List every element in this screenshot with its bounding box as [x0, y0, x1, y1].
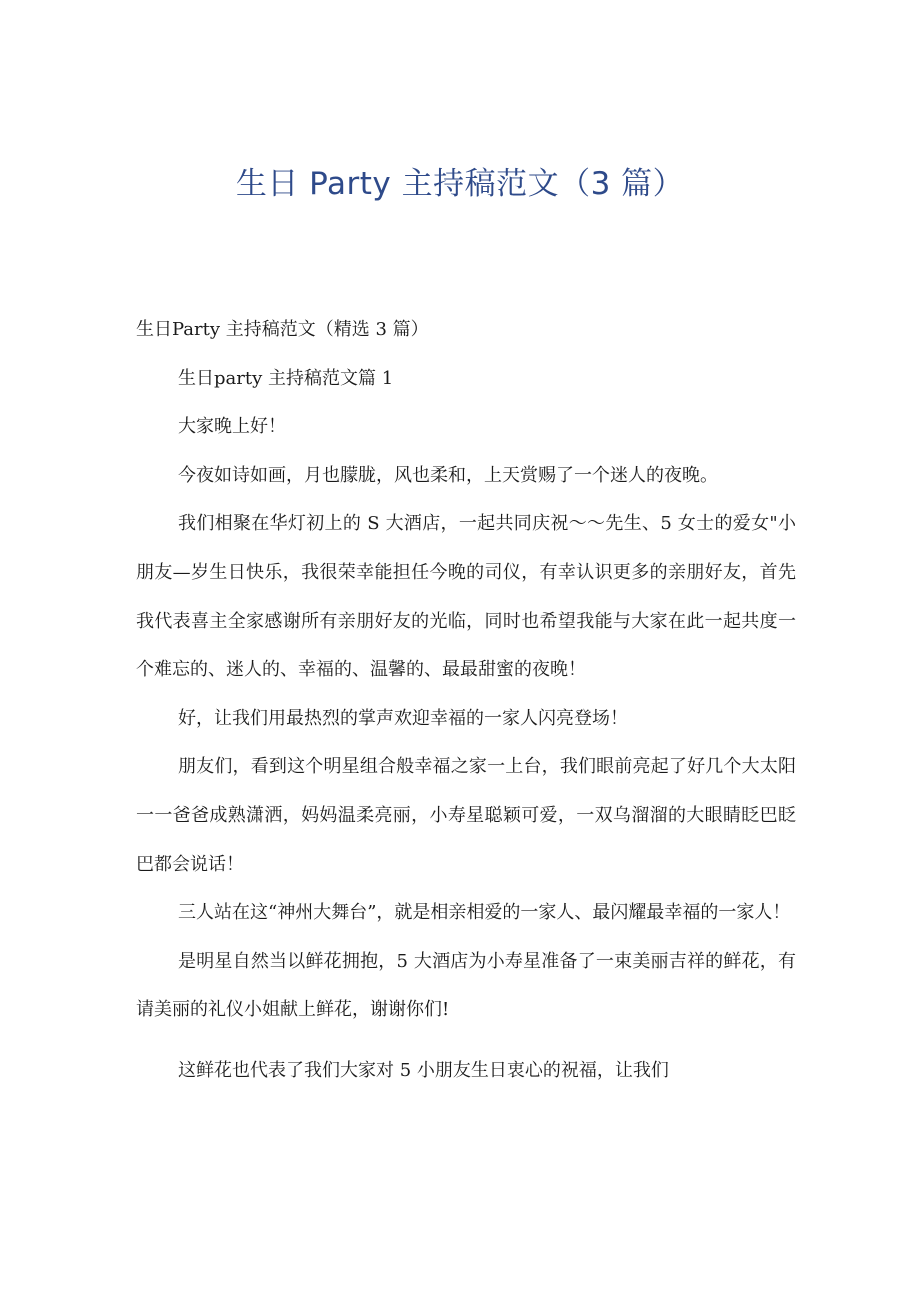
- paragraph: 是明星自然当以鲜花拥抱，5 大酒店为小寿星准备了一束美丽吉祥的鲜花，有请美丽的礼仪小姐献上鲜花，谢谢你们!: [136, 950, 796, 1021]
- document-body: [136, 306, 796, 1096]
- paragraph: 这鲜花也代表了我们大家对 5 小朋友生日衷心的祝福，让我们: [178, 1059, 669, 1081]
- paragraph: 今夜如诗如画，月也朦胧，风也柔和，上天赏赐了一个迷人的夜晚。: [178, 464, 718, 486]
- paragraph: 三人站在这“神州大舞台”，就是相亲相爱的一家人、最闪耀最幸福的一家人！: [178, 902, 791, 924]
- paragraph-section-heading: 生日party 主持稿范文篇 1: [178, 367, 394, 389]
- document-title: 生日 Party 主持稿范文（3 篇）: [235, 166, 685, 202]
- paragraph-subtitle: 生日Party 主持稿范文（精选 3 篇）: [136, 319, 429, 340]
- paragraph: 我们相聚在华灯初上的 S 大酒店，一起共同庆祝～～先生、5 女士的爱女"小朋友—岁生日快乐，我很荣幸能担任今晚的司仪，有幸认识更多的亲朋好友，首先我代表喜主全家感谢所有亲朋好友的光临，同时也希望我能与大家在此一起共度一个难忘的、迷人的、幸福的、温馨的、最最甜蜜的夜晚！: [136, 513, 796, 681]
- paragraph-greeting: 大家晚上好！: [178, 416, 286, 438]
- paragraph: 朋友们，看到这个明星组合般幸福之家一上台，我们眼前亮起了好几个大太阳一一爸爸成熟潇洒，妈妈温柔亮丽，小寿星聪颖可爱，一双乌溜溜的大眼睛眨巴眨巴都会说话！: [136, 756, 796, 875]
- paragraph: 好，让我们用最热烈的掌声欢迎幸福的一家人闪亮登场！: [178, 707, 628, 729]
